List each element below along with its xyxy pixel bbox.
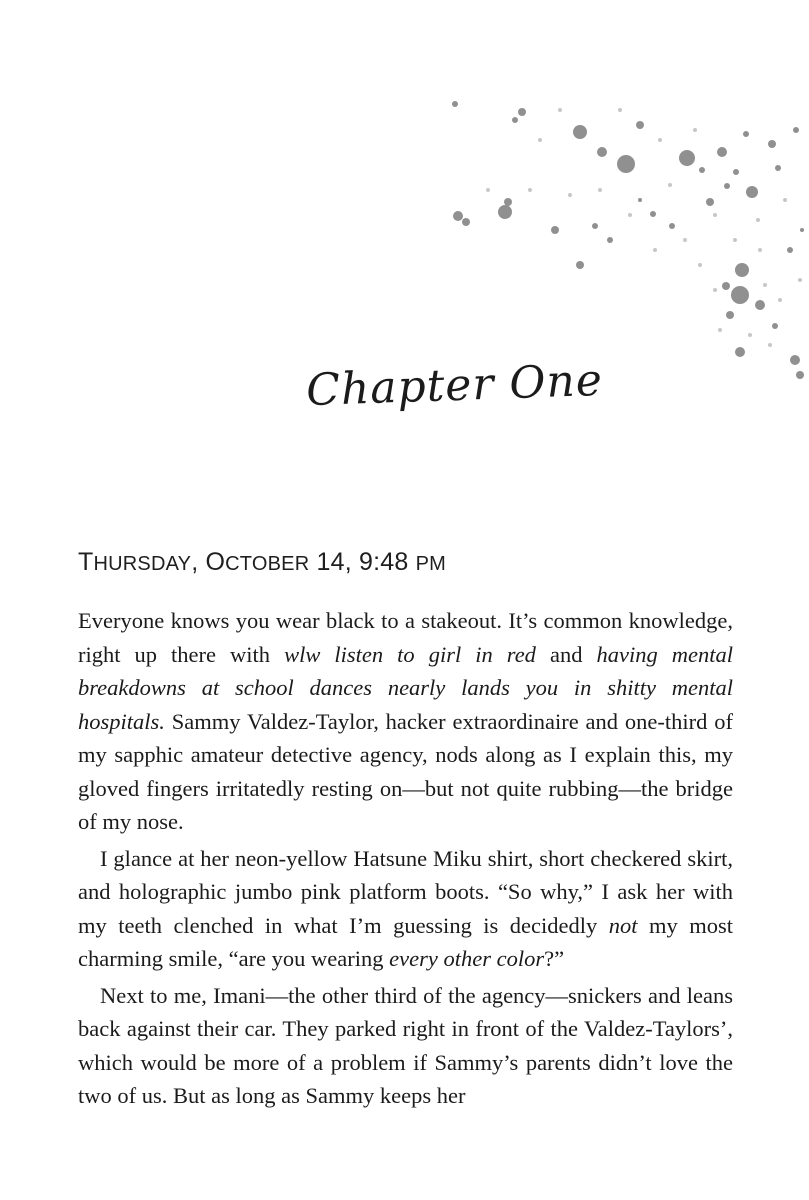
body-text: [78, 604, 733, 1113]
date-heading: THURSDAY, OCTOBER 14, 9:48 PM: [78, 548, 446, 576]
ink-splatter-icon: [440, 90, 809, 390]
paragraph: I glance at her neon-yellow Hatsune Miku shirt, short checkered skirt, and holographic jumbo pink platform boots. “So why,” I ask her with my teeth clenched in what I’m guessing is decidedly not my most charming smile, “are you wearing every other color?”: [78, 845, 733, 971]
paragraph: Next to me, Imani—the other third of the agency—snickers and leans back against their car. They parked right in front of the Valdez-Taylors’, which would be more of a problem if Sammy’s parents didn’t love the two of us. But as long as Sammy keeps her: [78, 982, 733, 1108]
chapter-title: Chapter One: [305, 354, 604, 417]
paragraph: Everyone knows you wear black to a stakeout. It’s common knowledge, right up there with wlw listen to girl in red and having mental breakdowns at school dances nearly lands you in shitty mental hospitals. Sammy Valdez-Taylor, hacker extraordinaire and one-third of my sapphic amateur detective agency, nods along as I explain this, my gloved fingers irritatedly resting on—but not quite rubbing—the bridge of my nose.: [78, 608, 733, 834]
